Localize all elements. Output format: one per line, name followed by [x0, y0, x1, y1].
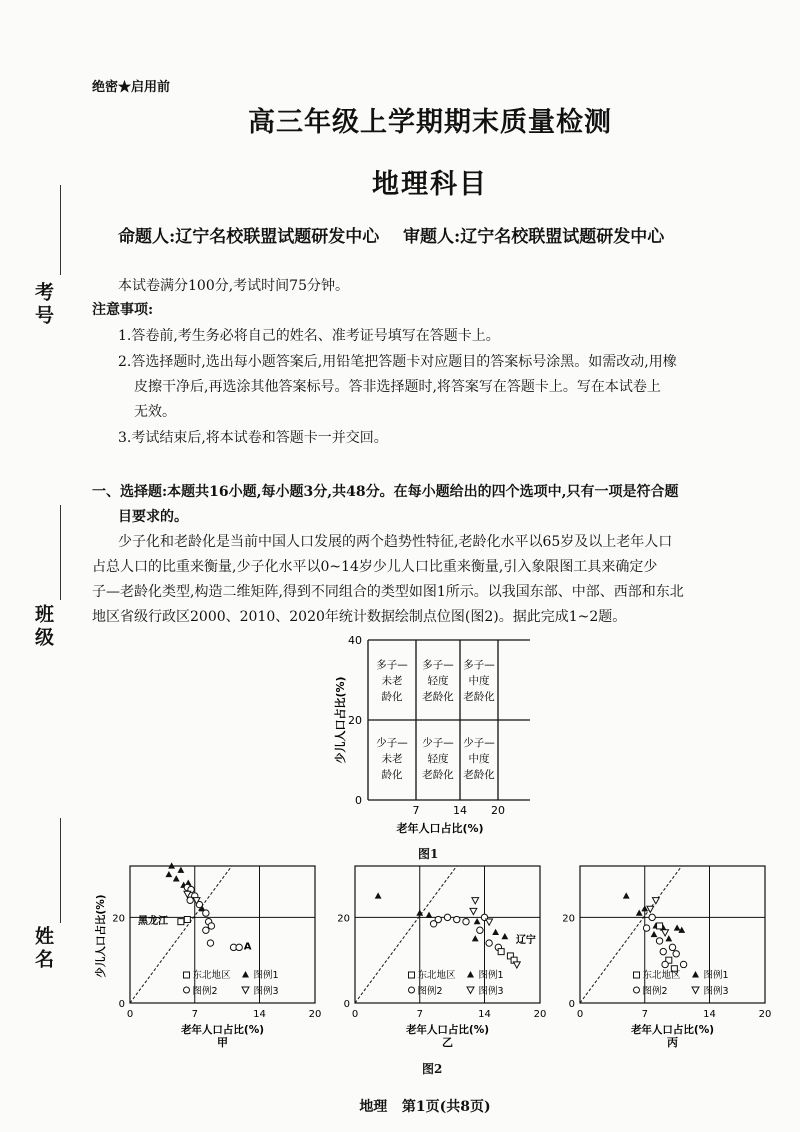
fig2-ytick: 20 [562, 913, 575, 925]
fig2-xtick: 7 [191, 1009, 198, 1020]
fig1-cell-3-l1: 多子— [463, 659, 495, 671]
fig2-point [636, 909, 643, 915]
legend-inverted-triangle [692, 987, 699, 994]
legend-circle [409, 987, 415, 993]
fig2-anno-a: A [243, 941, 252, 953]
fig2-point [236, 944, 242, 950]
name-line [60, 818, 61, 923]
fig1-cell-2-l2: 轻度 [427, 675, 449, 687]
fig2-point [662, 961, 668, 967]
fig2-point [477, 927, 483, 933]
fig2-point [178, 919, 184, 925]
legend-2: 图例2 [642, 986, 668, 997]
legend-northeast: 东北地区 [642, 970, 681, 981]
fig2-point [498, 949, 504, 955]
fig1-cell-1-l2: 未老 [381, 675, 403, 687]
fig1-ytick-40: 40 [348, 634, 362, 647]
fig2-xtick: 7 [416, 1009, 423, 1020]
fig2-anno-liaoning: 辽宁 [515, 935, 536, 947]
fig2-panel-label: 甲 [217, 1036, 228, 1049]
fig2-point [203, 927, 209, 933]
fig2-point [165, 871, 172, 877]
fig2-point [444, 914, 450, 920]
exam-title: 高三年级上学期期末质量检测 [248, 107, 612, 138]
stem-line-1: 少子化和老龄化是当前中国人口发展的两个趋势性特征,老龄化水平以65岁及以上老年人口 [118, 534, 673, 550]
legend-triangle [242, 971, 249, 978]
fig2-point [208, 923, 214, 929]
fig1-xtick-14: 14 [453, 804, 467, 817]
fig2-point [187, 897, 193, 903]
fig2-point [492, 929, 499, 935]
fig2-point [673, 951, 679, 957]
fig1-cell-2-l1: 多子— [422, 659, 454, 671]
fig1-ytick-0: 0 [355, 794, 362, 807]
fig2-point [501, 933, 508, 939]
subject-title: 地理科目 [372, 169, 488, 200]
fig2-diagonal [130, 866, 232, 1003]
notice-heading: 注意事项: [92, 302, 154, 318]
fig2-xtick: 14 [703, 1009, 716, 1020]
stem-line-3: 子—老龄化类型,构造二维矩阵,得到不同组合的类型如图1所示。以我国东部、中部、西部和东北 [92, 584, 684, 600]
section-heading-b: 目要求的。 [118, 509, 188, 525]
fig2-xlabel: 老年人口占比(%) [180, 1024, 265, 1036]
fig1-xtick-7: 7 [412, 804, 420, 817]
fig2-xtick: 0 [126, 1009, 134, 1020]
fig2-point [674, 924, 681, 930]
exam-no-line [60, 185, 61, 275]
fig1-cell-3-l3: 老龄化 [463, 691, 495, 703]
fig2-ytick: 20 [112, 913, 125, 925]
fig2-point [430, 921, 436, 927]
notice-item-3: 3.考试结束后,将本试卷和答题卡一并交回。 [118, 430, 388, 446]
figure-1 [320, 628, 540, 843]
legend-2: 图例2 [192, 986, 218, 997]
fig2-panel-label: 丙 [667, 1036, 678, 1049]
figure-2 [90, 858, 780, 1058]
fig2-point [486, 940, 492, 946]
fig1-cell-1-l3: 龄化 [381, 691, 403, 703]
fig2-xlabel: 老年人口占比(%) [405, 1024, 490, 1036]
fig2-point [662, 930, 669, 936]
legend-3: 图例3 [478, 986, 504, 997]
fig1-cell-5-l1: 少子— [422, 737, 454, 749]
legend-3: 图例3 [703, 986, 729, 997]
fig2-point [463, 918, 469, 924]
fig2-point [375, 892, 382, 898]
fig2-point [660, 948, 666, 954]
fig2-ylabel: 少儿人口占比(%) [95, 894, 107, 978]
fig2-point [513, 962, 520, 968]
fig2-anno-heilongjiang: 黑龙江 [138, 915, 168, 927]
exam-no-label: 考号 [32, 282, 54, 328]
notice-item-1: 1.答卷前,考生务必将自己的姓名、准考证号填写在答题卡上。 [118, 328, 500, 344]
legend-triangle [467, 971, 474, 978]
fig2-panel-bing [562, 866, 771, 1049]
legend-3: 图例3 [253, 986, 279, 997]
fig1-cell-2-l3: 老龄化 [422, 691, 454, 703]
fig2-point [652, 898, 659, 904]
fig2-xtick: 20 [308, 1009, 322, 1020]
notice-item-2b: 皮擦干净后,再选涂其他答案标号。答非选择题时,将答案写在答题卡上。写在本试卷上 [134, 379, 661, 395]
fig1-cell-5-l3: 老龄化 [422, 769, 454, 781]
fig1-cell-6-l1: 少子— [463, 737, 495, 749]
fig2-point [647, 906, 654, 912]
fig2-point [623, 892, 630, 898]
stem-line-2: 占总人口的比重来衡量,少子化水平以0~14岁少儿人口比重来衡量,引入象限图工具来确定少 [92, 559, 658, 575]
fig2-diagonal [580, 866, 682, 1003]
fig2-frame [130, 866, 315, 1003]
fig2-xtick: 0 [351, 1009, 359, 1020]
legend-square [409, 972, 415, 978]
score-line: 本试卷满分100分,考试时间75分钟。 [118, 278, 349, 294]
fig1-xtick-20: 20 [491, 804, 505, 817]
fig2-point [486, 919, 493, 925]
legend-circle [634, 987, 640, 993]
fig1-caption: 图1 [418, 847, 439, 861]
stem-line-4: 地区省级行政区2000、2010、2020年统计数据绘制点位图(图2)。据此完成1~2题。 [92, 609, 627, 625]
fig2-point [177, 867, 184, 873]
fig2-point [470, 908, 477, 914]
fig2-caption: 图2 [422, 1062, 443, 1076]
page-footer: 地理 第1页(共8页) [359, 1099, 491, 1115]
fig2-point [472, 898, 479, 904]
legend-inverted-triangle [242, 987, 249, 994]
notice-item-2a: 2.答选择题时,选出每小题答案后,用铅笔把答题卡对应题目的答案标号涂黑。如需改动,用橡 [118, 354, 677, 370]
fig2-frame [580, 866, 765, 1003]
fig1-cell-4-l1: 少子— [376, 737, 408, 749]
fig2-ytick: 0 [343, 999, 350, 1010]
legend-square [184, 972, 190, 978]
fig2-xtick: 20 [758, 1009, 772, 1020]
fig2-panel-label: 乙 [442, 1036, 453, 1049]
fig2-xtick: 20 [533, 1009, 547, 1020]
fig2-point [472, 935, 479, 941]
class-label: 班级 [32, 604, 54, 650]
fig1-ytick-20: 20 [348, 714, 362, 727]
fig1-cell-1-l1: 多子— [376, 659, 408, 671]
fig2-point [184, 917, 190, 923]
legend-triangle [692, 971, 699, 978]
fig2-point [649, 914, 655, 920]
fig1-cell-5-l2: 轻度 [427, 753, 449, 765]
fig1-cell-6-l2: 中度 [468, 753, 490, 765]
fig2-diagonal [355, 866, 457, 1003]
name-label: 姓名 [32, 926, 54, 972]
fig2-point [651, 931, 658, 937]
fig2-point [669, 944, 675, 950]
legend-circle [184, 987, 190, 993]
fig1-ylabel: 少儿人口占比(%) [334, 676, 347, 764]
legend-northeast: 东北地区 [417, 970, 456, 981]
fig2-point [454, 916, 460, 922]
fig2-point [173, 875, 180, 881]
fig2-point [656, 938, 662, 944]
fig1-xlabel: 老年人口占比(%) [396, 822, 484, 835]
fig2-xtick: 14 [253, 1009, 266, 1020]
fig2-xtick: 0 [576, 1009, 584, 1020]
fig2-frame [355, 866, 540, 1003]
fig2-panel-yi [337, 866, 546, 1049]
fig2-ytick: 20 [337, 913, 350, 925]
legend-1: 图例1 [703, 970, 729, 981]
fig1-cell-4-l3: 龄化 [381, 769, 403, 781]
fig2-point [657, 923, 663, 929]
fig2-point [643, 925, 649, 931]
fig2-point [207, 940, 213, 946]
fig2-ytick: 0 [118, 999, 125, 1010]
fig2-ytick: 0 [568, 999, 575, 1010]
fig2-point [665, 935, 672, 941]
fig2-xtick: 7 [641, 1009, 648, 1020]
legend-square [634, 972, 640, 978]
class-line [60, 505, 61, 600]
fig2-point [474, 918, 481, 924]
fig2-point [680, 961, 686, 967]
notice-item-2c: 无效。 [134, 404, 176, 420]
fig1-cell-6-l3: 老龄化 [463, 769, 495, 781]
fig2-point [184, 891, 191, 897]
legend-northeast: 东北地区 [192, 970, 231, 981]
secret-label: 绝密★启用前 [92, 80, 171, 95]
legend-1: 图例1 [253, 970, 279, 981]
fig2-xtick: 14 [478, 1009, 491, 1020]
section-heading-a: 一、选择题:本题共16小题,每小题3分,共48分。在每小题给出的四个选项中,只有一项是符合题 [92, 484, 679, 500]
fig2-xlabel: 老年人口占比(%) [630, 1024, 715, 1036]
legend-inverted-triangle [467, 987, 474, 994]
fig2-point [203, 910, 209, 916]
fig2-point [426, 912, 433, 918]
setter-line: 命题人:辽宁名校联盟试题研发中心 审题人:辽宁名校联盟试题研发中心 [118, 227, 665, 247]
legend-1: 图例1 [478, 970, 504, 981]
legend-2: 图例2 [417, 986, 443, 997]
fig1-cell-4-l2: 未老 [381, 753, 403, 765]
fig1-cell-3-l2: 中度 [468, 675, 490, 687]
fig2-panel-jia [94, 862, 321, 1049]
